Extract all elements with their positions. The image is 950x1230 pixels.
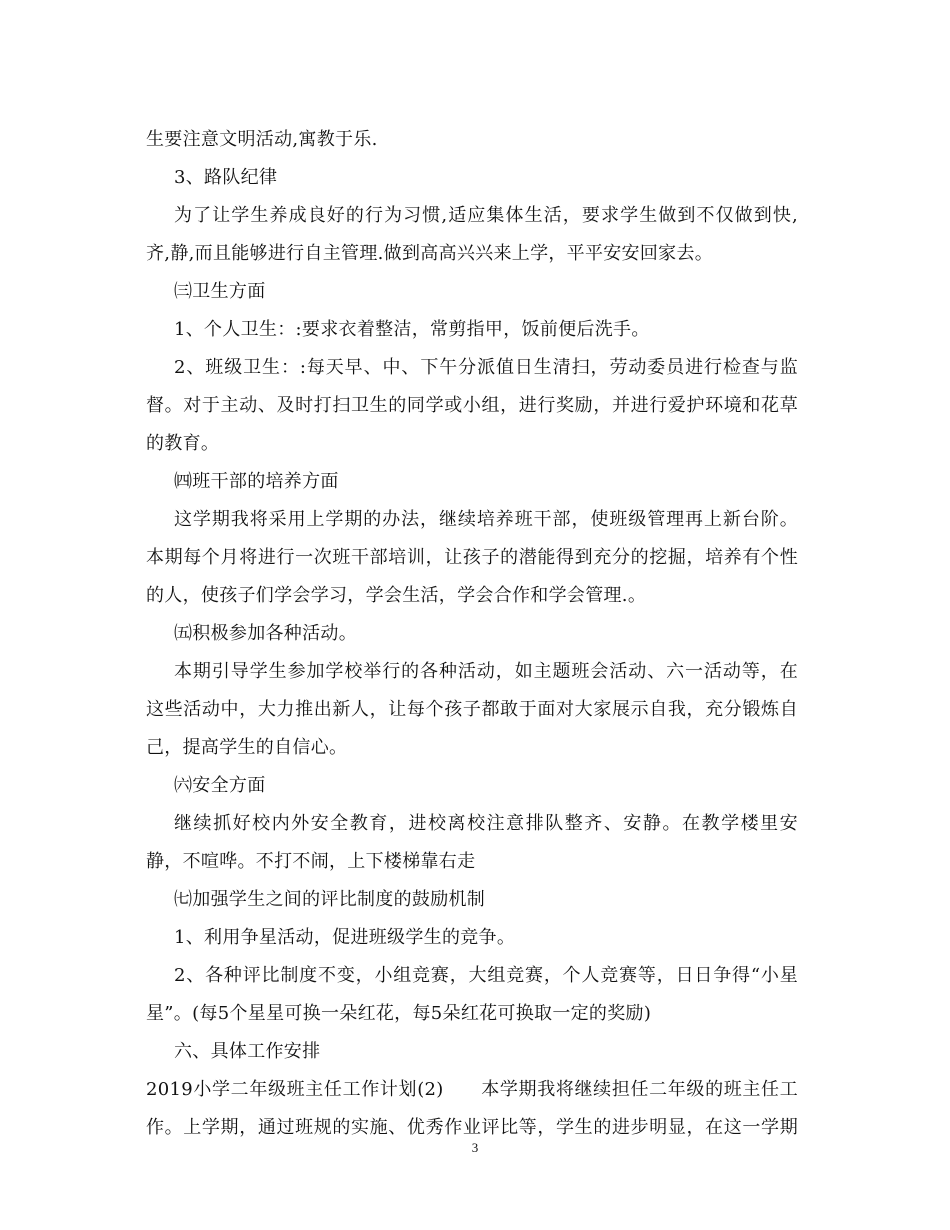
text-line: 1、个人卫生：:要求衣着整洁，常剪指甲，饭前便后洗手。 [174,319,650,340]
page-number: 3 [471,1140,479,1155]
text-line: 己，提高学生的自信心。 [146,737,348,758]
section-heading: ㈢卫生方面 [174,281,266,302]
section-heading: ㈥安全方面 [174,775,266,796]
text-line: 这学期我将采用上学期的办法，继续培养班干部，使班级管理再上新台阶。 [174,509,798,530]
text-line: 齐,静,而且能够进行自主管理.做到高高兴兴来上学，平平安安回家去。 [146,243,714,264]
text-line: 2019小学二年级班主任工作计划(2) 本学期我将继续担任二年级的班主任工 [146,1079,798,1100]
section-heading: 六、具体工作安排 [174,1041,321,1062]
text-line: 静，不喧哗。不打不闹，上下楼梯靠右走 [146,851,476,872]
text-line: 生要注意文明活动,寓教于乐. [146,129,378,150]
text-line: 这些活动中，大力推出新人，让每个孩子都敢于面对大家展示自我，充分锻炼自 [146,699,798,720]
text-line: 1、利用争星活动，促进班级学生的竞争。 [174,927,516,948]
text-line: 本期每个月将进行一次班干部培训，让孩子的潜能得到充分的挖掘，培养有个性 [146,547,798,568]
text-line: 2、班级卫生：:每天早、中、下午分派值日生清扫，劳动委员进行检查与监 [174,357,798,378]
text-line: 的人，使孩子们学会学习，学会生活，学会合作和学会管理.。 [146,585,647,606]
text-line: 星”。(每5个星星可换一朵红花，每5朵红花可换取一定的奖励) [146,1003,652,1024]
section-heading: ㈤积极参加各种活动。 [174,623,357,644]
text-line: 为了让学生养成良好的行为习惯,适应集体生活，要求学生做到不仅做到快, [174,205,798,226]
text-line: 的教育。 [146,433,220,454]
text-line: 2、各种评比制度不变，小组竞赛，大组竞赛，个人竞赛等，日日争得“小星 [174,965,798,986]
section-heading: 3、路队纪律 [174,167,278,188]
text-line: 继续抓好校内外安全教育，进校离校注意排队整齐、安静。在教学楼里安 [174,813,798,834]
section-heading: ㈦加强学生之间的评比制度的鼓励机制 [174,889,486,910]
text-line: 本期引导学生参加学校举行的各种活动，如主题班会活动、六一活动等，在 [174,661,798,682]
section-heading: ㈣班干部的培养方面 [174,471,339,492]
text-line: 督。对于主动、及时打扫卫生的同学或小组，进行奖励，并进行爱护环境和花草 [146,395,798,416]
text-line: 作。上学期，通过班规的实施、优秀作业评比等，学生的进步明显，在这一学期 [146,1117,798,1138]
